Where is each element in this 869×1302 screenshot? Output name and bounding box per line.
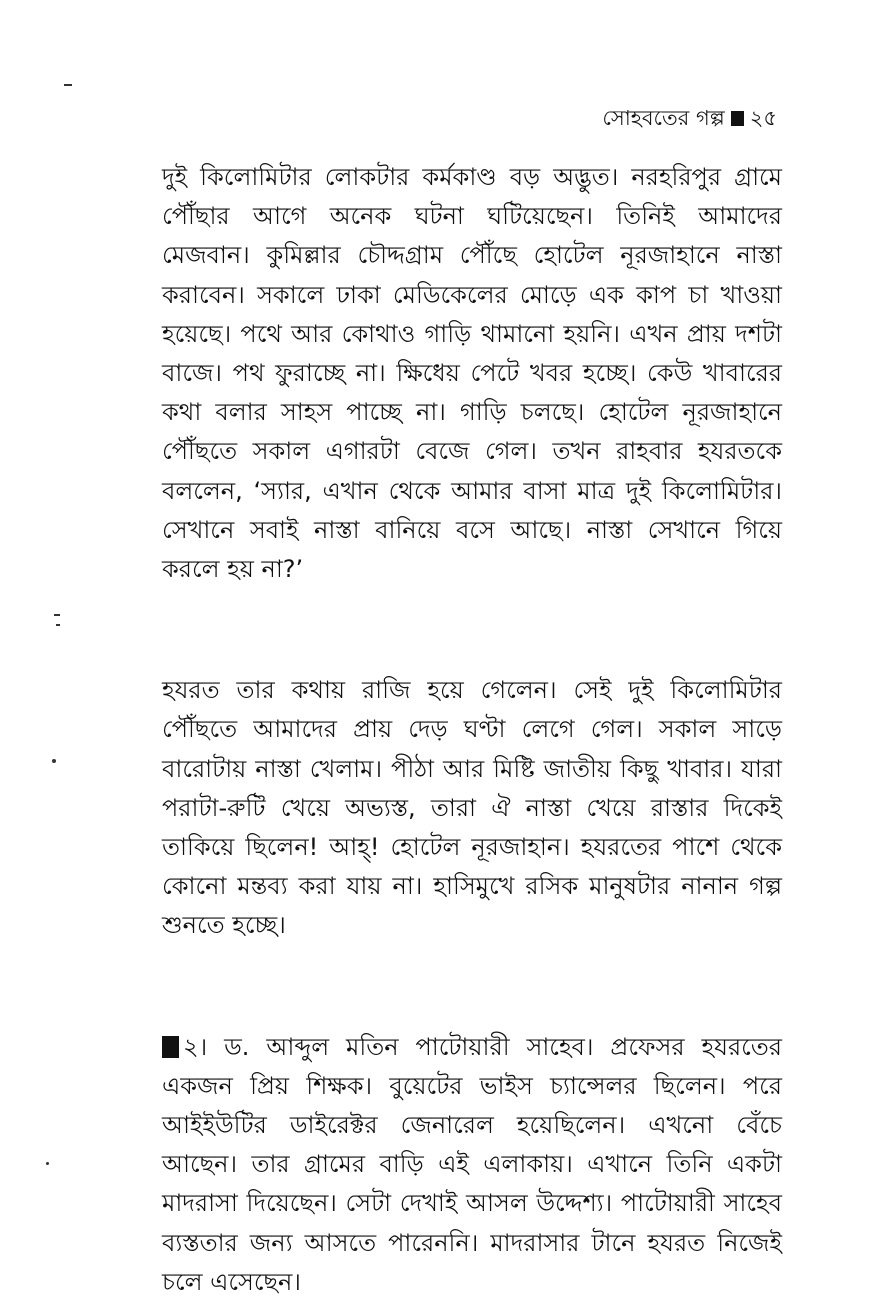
paragraph-spacer bbox=[162, 946, 782, 1028]
paragraph-3 bbox=[162, 1028, 782, 1302]
section-square-icon bbox=[162, 1036, 179, 1058]
scan-speck bbox=[54, 614, 60, 616]
scan-speck bbox=[56, 624, 60, 626]
body-text bbox=[162, 158, 782, 1302]
scan-speck bbox=[52, 759, 56, 763]
scan-speck bbox=[64, 84, 72, 86]
paragraph-spacer bbox=[162, 589, 782, 671]
scan-speck bbox=[46, 1162, 49, 1165]
running-title: সোহবতের গল্প bbox=[602, 106, 725, 130]
paragraph-2: হযরত তার কথায় রাজি হয়ে গেলেন। সেই দুই কিলোমিটার পৌঁছতে আমাদের প্রায় দেড় ঘণ্টা লেগে গেল। সকাল সাড়ে বারোটায় নাস্তা খেলাম। পীঠা আর মিষ্টি জাতীয় কিছু খাবার। যারা পরাটা-রুটি খেয়ে অভ্যস্ত, তারা ঐ নাস্তা খেয়ে রাস্তার দিকেই তাকিয়ে ছিলেন! আহ্! হোটেল নূরজাহান। হযরতের পাশে থেকে কোনো মন্তব্য করা যায় না। হাসিমুখে রসিক মানুষটার নানান গল্প শুনতে হচ্ছে। bbox=[162, 676, 782, 940]
paragraph-3-text: ২। ড. আব্দুল মতিন পাটোয়ারী সাহেব। প্রফেসর হযরতের একজন প্রিয় শিক্ষক। বুয়েটের ভাইস চ্যান্সেলর ছিলেন। পরে আইইউটির ডাইরেক্টর জেনারেল হয়েছিলেন। এখনো বেঁচে আছেন। তার গ্রামের বাড়ি এই এলাকায়। এখানে তিনি একটা মাদরাসা দিয়েছেন। সেটা দেখাই আসল উদ্দেশ্য। পাটোয়ারী সাহেব ব্যস্ততার জন্য আসতে পারেননি। মাদরাসার টানে হযরত নিজেই চলে এসেছেন। bbox=[162, 1032, 782, 1296]
paragraph-1: দুই কিলোমিটার লোকটার কর্মকাণ্ড বড় অদ্ভুত। নরহরিপুর গ্রামে পৌঁছার আগে অনেক ঘটনা ঘটিয়েছেন। তিনিই আমাদের মেজবান। কুমিল্লার চৌদ্দগ্রাম পৌঁছে হোটেল নূরজাহানে নাস্তা করাবেন। সকালে ঢাকা মেডিকেলের মোড়ে এক কাপ চা খাওয়া হয়েছে। পথে আর কোথাও গাড়ি থামানো হয়নি। এখন প্রায় দশটা বাজে। পথ ফুরাচ্ছে না। ক্ষিধেয় পেটে খবর হচ্ছে। কেউ খাবারের কথা বলার সাহস পাচ্ছে না। গাড়ি চলছে। হোটেল নূরজাহানে পৌঁছতে সকাল এগারটা বেজে গেল। তখন রাহবার হযরতকে বললেন, ‘স্যার, এখান থেকে আমার বাসা মাত্র দুই কিলোমিটার। সেখানে সবাই নাস্তা বানিয়ে বসে আছে। নাস্তা সেখানে গিয়ে করলে হয় না?’ bbox=[162, 163, 782, 584]
running-header bbox=[602, 104, 777, 132]
square-bullet-icon bbox=[731, 111, 744, 126]
page-number: ২৫ bbox=[749, 106, 777, 130]
